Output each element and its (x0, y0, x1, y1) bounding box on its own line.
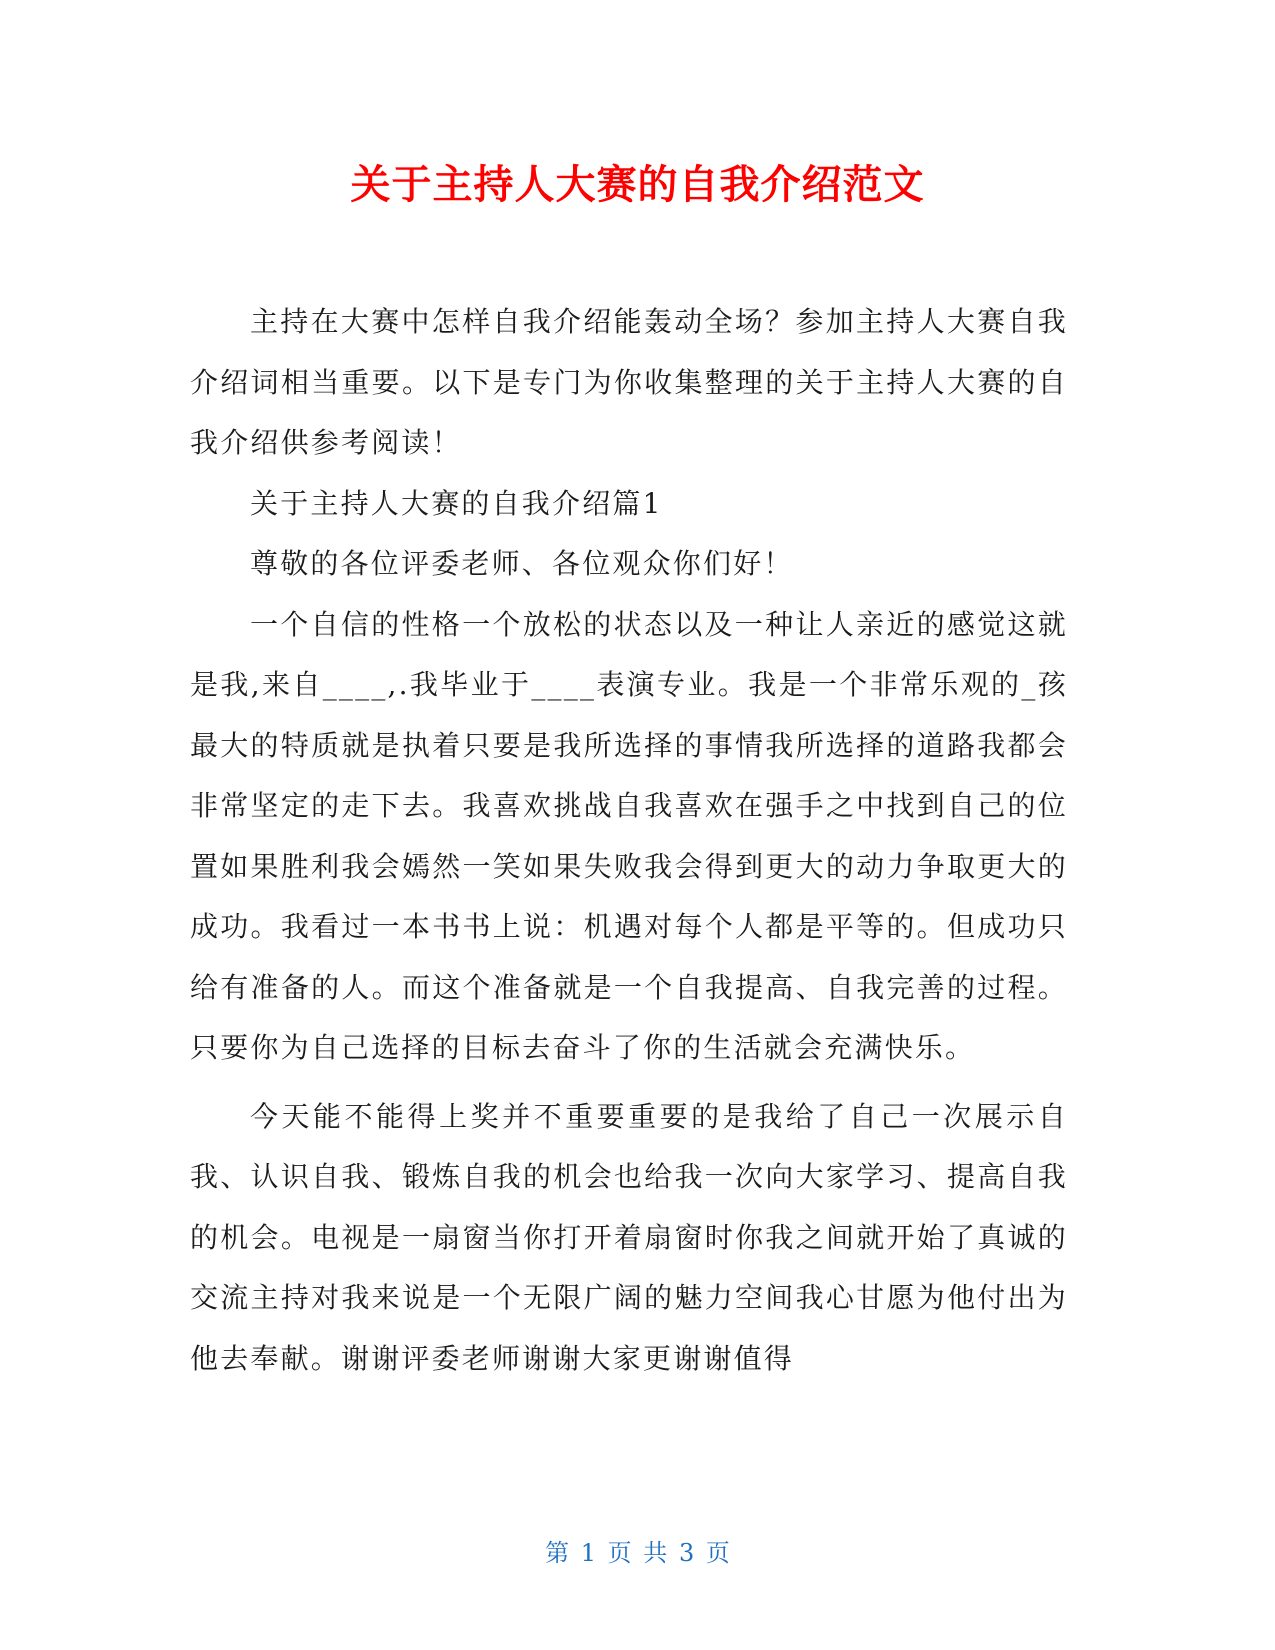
document-title: 关于主持人大赛的自我介绍范文 (350, 162, 925, 208)
body-paragraph-1: 一个自信的性格一个放松的状态以及一种让人亲近的感觉这就是我,来自____,.我毕业于____表演专业。我是一个非常乐观的_孩最大的特质就是执着只要是我所选择的事情我所选择的道路我都会非常坚定的走下去。我喜欢挑战自我喜欢在强手之中找到自己的位置如果胜利我会嫣然一笑如果失败我会得到更大的动力争取更大的成功。我看过一本书书上说：机遇对每个人都是平等的。但成功只给有准备的人。而这个准备就是一个自我提高、自我完善的过程。只要你为自己选择的目标去奋斗了你的生活就会充满快乐。 (190, 607, 1068, 1064)
section-heading: 关于主持人大赛的自我介绍篇1 (250, 486, 663, 520)
greeting-paragraph: 尊敬的各位评委老师、各位观众你们好！ (250, 547, 794, 580)
page-number-footer: 第 1 页 共 3 页 (545, 1539, 730, 1567)
body-paragraph-2: 今天能不能得上奖并不重要重要的是我给了自己一次展示自我、认识自我、锻炼自我的机会也给我一次向大家学习、提高自我的机会。电视是一扇窗当你打开着扇窗时你我之间就开始了真诚的交流主持对我来说是一个无限广阔的魅力空间我心甘愿为他付出为他去奉献。谢谢评委老师谢谢大家更谢谢值得 (190, 1099, 1068, 1375)
intro-paragraph: 主持在大赛中怎样自我介绍能轰动全场？参加主持人大赛自我介绍词相当重要。以下是专门为你收集整理的关于主持人大赛的自我介绍供参考阅读！ (190, 305, 1068, 459)
document-body (190, 292, 1068, 1389)
